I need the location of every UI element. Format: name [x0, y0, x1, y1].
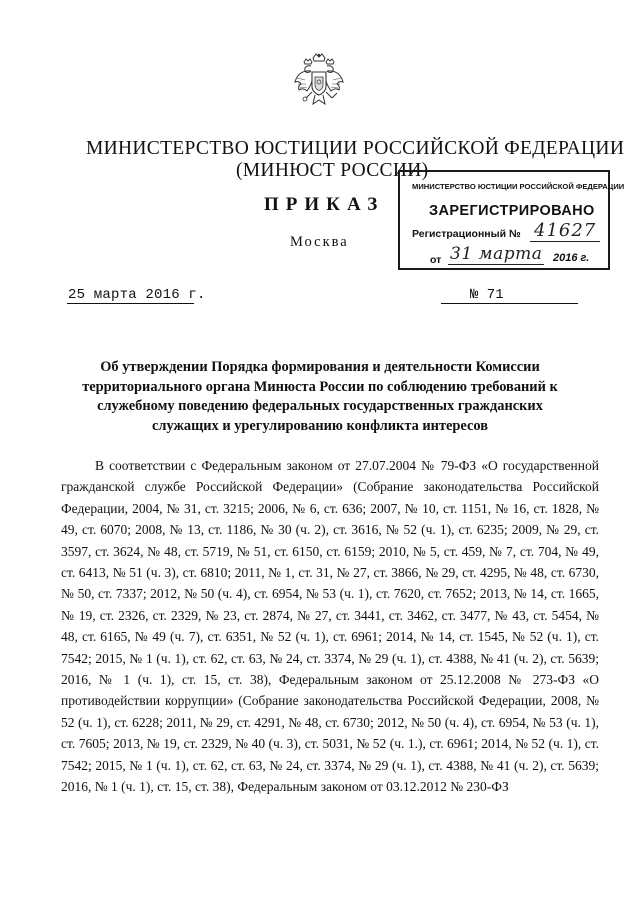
document-heading: Об утверждении Порядка формирования и деятельности Комиссии территориального органа Минюста России по соблюдению требований к служебному поведению федеральных государственных гражданских служащих и урегулированию конфликта интересов [82, 359, 558, 434]
stamp-date-prefix: от [430, 254, 442, 266]
stamp-organization: МИНИСТЕРСТВО ЮСТИЦИИ РОССИЙСКОЙ ФЕДЕРАЦИИ [412, 182, 625, 191]
ministry-short-name: (МИНЮСТ РОССИИ) [236, 160, 429, 181]
order-title: ПРИКАЗ [264, 194, 385, 215]
stamp-registration-label: Регистрационный № [412, 228, 521, 240]
registration-stamp [398, 170, 625, 270]
stamp-status: ЗАРЕГИСТРИРОВАНО [429, 203, 595, 219]
stamp-date-handwritten: 31 марта [450, 244, 543, 264]
coat-of-arms-icon [291, 52, 347, 114]
order-date-underline [67, 303, 194, 304]
document-body: В соответствии с Федеральным законом от 27.07.2004 № 79-ФЗ «О государственной гражданской службе Российской Федерации» (Собрание законодательства Российской Федерации, 2004, № 31, ст. 3215; 2006, № 6, ст. 636; 2007, № 10, ст. 1151, № 16, ст. 1828, № 49, ст. 6070; 2008, № 13, ст. 1186, № 30 (ч. 2), ст. 3616, № 52 (ч. 1), ст. 6235; 2009, № 29, ст. 3597, ст. 3624, № 48, ст. 5719, № 51, ст. 6150, ст. 6159; 2010, № 5, ст. 459, № 7, ст. 704, № 49, ст. 6413, № 51 (ч. 3), ст. 6810; 2011, № 1, ст. 31, № 27, ст. 3866, № 29, ст. 4295, № 48, ст. 6730, № 50, ст. 7337; 2012, № 50 (ч. 4), ст. 6954, № 53 (ч. 1), ст. 7620, ст. 7652; 2013, № 14, ст. 1665, № 19, ст. 2326, ст. 2329, № 23, ст. 2874, № 27, ст. 3441, ст. 3462, ст. 3477, № 43, ст. 5454, № 48, ст. 6165, № 49 (ч. 7), ст. 6351, № 52 (ч. 1), ст. 6961; 2014, № 14, ст. 1545, № 52 (ч. 1), ст. 7542; 2015, № 1 (ч. 1), ст. 62, ст. 63, № 24, ст. 3374, № 29 (ч. 1), ст. 4388, № 41 (ч. 2), ст. 5639; 2016, № 1 (ч. 1), ст. 15, ст. 38), Федеральным законом от 25.12.2008 № 273-ФЗ «О противодействии коррупции» (Собрание законодательства Российской Федерации, 2008, № 52 (ч. 1), ст. 6228; 2011, № 29, ст. 4291, № 48, ст. 6730; 2012, № 50 (ч. 4), ст. 6954, № 53 (ч. 1), ст. 7605; 2013, № 19, ст. 2329, № 40 (ч. 3), ст. 5031, № 52 (ч. 1.), ст. 6961; 2014, № 52 (ч. 1), ст. 7542; 2015, № 1 (ч. 1), ст. 62, ст. 63, № 24, ст. 3374, № 29 (ч. 1), ст. 4388, № 41 (ч. 2), ст. 5639; 2016, № 1 (ч. 1), ст. 15, ст. 38), Федеральным законом от 03.12.2012 № 230-ФЗ [61, 458, 599, 795]
ministry-name: МИНИСТЕРСТВО ЮСТИЦИИ РОССИЙСКОЙ ФЕДЕРАЦИИ [86, 138, 625, 159]
order-number-underline [441, 303, 578, 304]
city: Москва [290, 234, 349, 250]
stamp-registration-number: 41627 [530, 221, 600, 242]
stamp-date-year: 2016 г. [553, 252, 590, 264]
order-date: 25 марта 2016 г. [68, 287, 206, 303]
order-number: № 71 [470, 287, 504, 303]
